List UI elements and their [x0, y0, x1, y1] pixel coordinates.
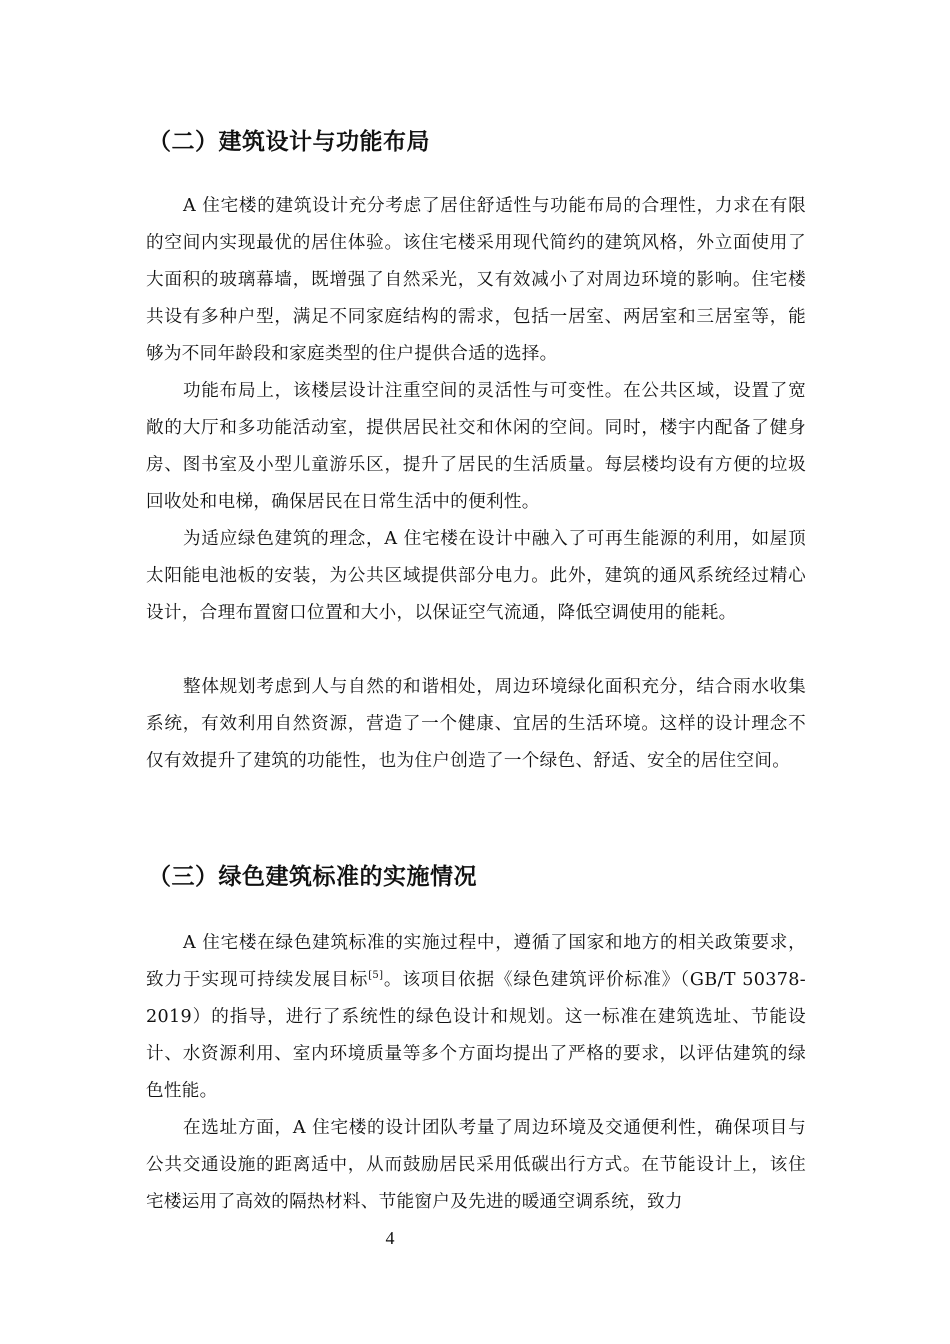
section-heading-green-standards: （三）绿色建筑标准的实施情况: [148, 864, 477, 890]
citation-reference: [5]: [368, 970, 384, 981]
paragraph-text: A 住宅楼在绿色建筑标准的实施过程中，遵循了国家和地方的相关政策要求，致力于实现可持续发展目标: [146, 933, 806, 990]
paragraph-functional-layout: 功能布局上，该楼层设计注重空间的灵活性与可变性。在公共区域，设置了宽敞的大厅和多功能活动室，提供居民社交和休闲的空间。同时，楼宇内配备了健身房、图书室及小型儿童游乐区，提升了居民的生活质量。每层楼均设有方便的垃圾回收处和电梯，确保居民在日常生活中的便利性。: [146, 381, 806, 512]
paragraph-site-selection: 在选址方面，A 住宅楼的设计团队考量了周边环境及交通便利性，确保项目与公共交通设施的距离适中，从而鼓励居民采用低碳出行方式。在节能设计上，该住宅楼运用了高效的隔热材料、节能窗户及先进的暖通空调系统，致力: [146, 1118, 806, 1212]
paragraph-design-overview: A 住宅楼的建筑设计充分考虑了居住舒适性与功能布局的合理性，力求在有限的空间内实现最优的居住体验。该住宅楼采用现代简约的建筑风格，外立面使用了大面积的玻璃幕墙，既增强了自然采光，又有效减小了对周边环境的影响。住宅楼共设有多种户型，满足不同家庭结构的需求，包括一居室、两居室和三居室等，能够为不同年龄段和家庭类型的住户提供合适的选择。: [146, 196, 806, 364]
paragraph-text: 。该项目依据《绿色建筑评价标准》（GB/T 50378-2019）的指导，进行了系统性的绿色设计和规划。这一标准在建筑选址、节能设计、水资源利用、室内环境质量等多个方面均提出了严格的要求，以评估建筑的绿色性能。: [146, 970, 806, 1101]
paragraph-renewable-energy: 为适应绿色建筑的理念，A 住宅楼在设计中融入了可再生能源的利用，如屋顶太阳能电池板的安装，为公共区域提供部分电力。此外，建筑的通风系统经过精心设计，合理布置窗口位置和大小，以保证空气流通，降低空调使用的能耗。: [146, 529, 806, 623]
section-heading-building-design: （二）建筑设计与功能布局: [148, 129, 430, 155]
paragraph-standards-implementation: [146, 925, 806, 1110]
page-number: 4: [385, 1228, 395, 1248]
paragraph-overall-planning: 整体规划考虑到人与自然的和谐相处，周边环境绿化面积充分，结合雨水收集系统，有效利用自然资源，营造了一个健康、宜居的生活环境。这样的设计理念不仅有效提升了建筑的功能性，也为住户创造了一个绿色、舒适、安全的居住空间。: [146, 677, 806, 771]
